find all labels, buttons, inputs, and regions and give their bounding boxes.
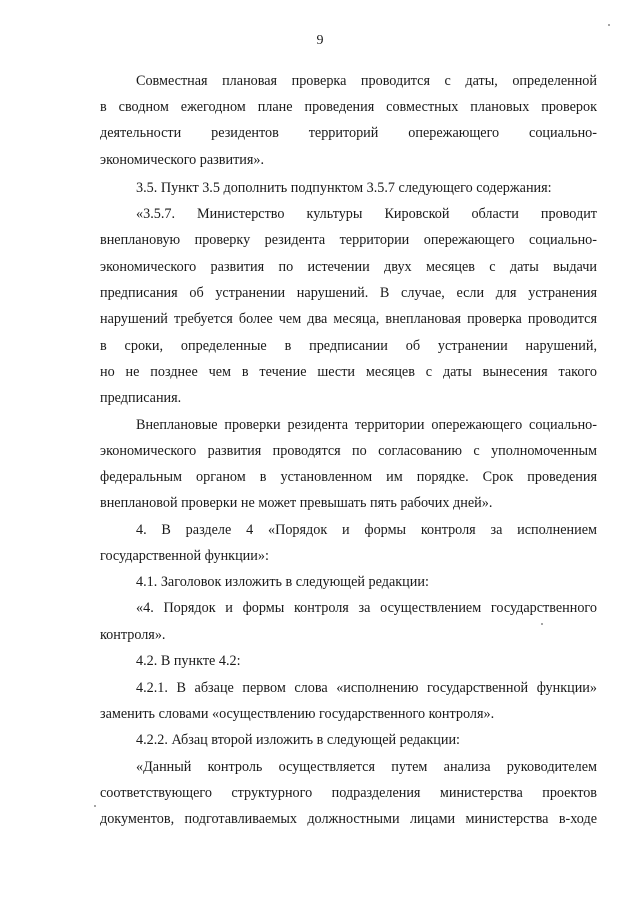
text-line: экономического развития». [100,152,265,168]
text-line: государственной функции»: [100,548,269,564]
scan-speck [541,623,543,625]
text-line: 4.2.1. В абзаце первом слова «исполнению государственной функции» [136,680,597,696]
text-line: в сроки, определенные в предписании об устранении нарушений, [100,338,597,354]
text-line: соответствующего структурного подразделения министерства проектов [100,785,597,801]
text-line: экономического развития проводятся по согласованию с уполномоченным [100,443,597,459]
text-line: нарушений требуется более чем два месяца, внеплановая проверка проводится [100,311,597,327]
text-line: внеплановую проверку резидента территории опережающего социально- [100,232,597,248]
text-line: внеплановой проверки не может превышать пять рабочих дней». [100,495,493,511]
text-line: «Данный контроль осуществляется путем анализа руководителем [136,759,597,775]
text-line: экономического развития по истечении двух месяцев с даты выдачи [100,259,597,275]
text-line: Внеплановые проверки резидента территории опережающего социально- [136,417,597,433]
text-line: 4.2. В пункте 4.2: [136,653,241,669]
text-line: заменить словами «осуществлению государственного контроля». [100,706,495,722]
text-line: контроля». [100,627,166,643]
text-line: 3.5. Пункт 3.5 дополнить подпунктом 3.5.7 следующего содержания: [136,180,552,196]
page-number: 9 [316,33,324,48]
text-line: 4.2.2. Абзац второй изложить в следующей редакции: [136,732,460,748]
text-line: «4. Порядок и формы контроля за осуществлением государственного [136,600,597,616]
text-line: 4. В разделе 4 «Порядок и формы контроля за исполнением [136,522,597,538]
text-line: но не позднее чем в течение шести месяцев с даты вынесения такого [100,364,597,380]
scan-speck [94,805,96,807]
text-line: «3.5.7. Министерство культуры Кировской области проводит [136,206,597,222]
text-line: в сводном ежегодном плане проведения совместных плановых проверок [100,99,597,115]
text-line: деятельности резидентов территорий опережающего социально- [100,125,597,141]
text-line: Совместная плановая проверка проводится с даты, определенной [136,73,597,89]
text-line: 4.1. Заголовок изложить в следующей редакции: [136,574,429,590]
text-line: предписания. [100,390,182,406]
text-line: предписания об устранении нарушений. В случае, если для устранения [100,285,597,301]
text-line: федеральным органом в установленном им порядке. Срок проведения [100,469,597,485]
scan-speck [608,24,610,26]
text-line: документов, подготавливаемых должностными лицами министерства в-ходе [100,811,597,827]
